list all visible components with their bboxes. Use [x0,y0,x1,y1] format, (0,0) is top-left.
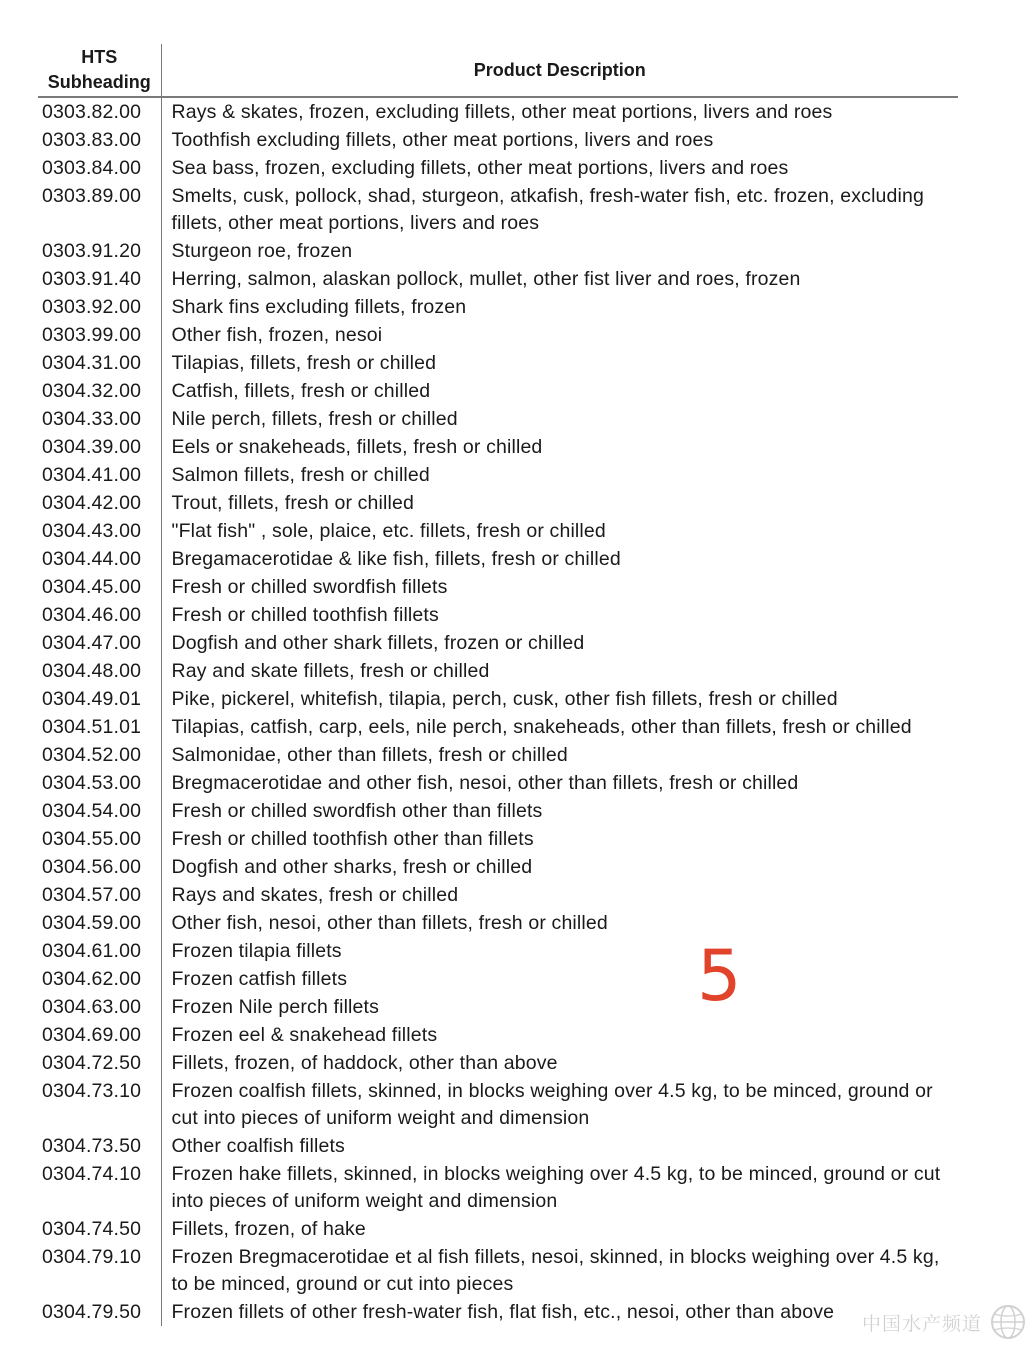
table-row [38,1021,958,1049]
hts-code-cell: 0304.41.00 [38,461,161,489]
hts-code-cell: 0303.89.00 [38,182,161,237]
hts-code-cell: 0304.48.00 [38,657,161,685]
table-row [38,573,958,601]
table-row [38,461,958,489]
globe-icon [988,1302,1028,1342]
table-row [38,1160,958,1215]
product-description-cell: Sturgeon roe, frozen [171,240,353,262]
table-row [38,881,958,909]
hts-code-cell: 0304.49.01 [38,685,161,713]
product-description-cell: Herring, salmon, alaskan pollock, mullet, other fist liver and roes, frozen [171,268,801,290]
hts-code-cell: 0304.59.00 [38,909,161,937]
product-description-cell: Other fish, nesoi, other than fillets, fresh or chilled [171,912,608,934]
hts-code-cell: 0304.52.00 [38,741,161,769]
product-description-cell: Frozen Bregmacerotidae et al fish fillets, nesoi, skinned, in blocks weighing over 4.5 kg, to be minced, ground or cut into pieces [171,1246,940,1295]
table-row [38,629,958,657]
hts-code-cell: 0303.91.40 [38,265,161,293]
table-row [38,993,958,1021]
product-description-cell: Bregmacerotidae and other fish, nesoi, other than fillets, fresh or chilled [171,772,799,794]
hts-code-cell: 0304.31.00 [38,349,161,377]
table-row [38,97,958,126]
table-row [38,293,958,321]
hts-code-cell: 0304.79.50 [38,1298,161,1326]
hts-subheading-header [38,44,161,97]
table-row [38,769,958,797]
product-description-header: Product Description [161,44,958,97]
product-description-cell: Catfish, fillets, fresh or chilled [171,380,431,402]
table-body [38,97,958,1326]
table-row [38,237,958,265]
product-description-cell: Fillets, frozen, of haddock, other than above [171,1052,558,1074]
hts-code-cell: 0304.74.10 [38,1160,161,1215]
hts-code-cell: 0304.45.00 [38,573,161,601]
hts-code-cell: 0304.79.10 [38,1243,161,1298]
table-row [38,1298,958,1326]
hts-code-cell: 0304.39.00 [38,433,161,461]
product-description-cell: Other fish, frozen, nesoi [171,324,383,346]
product-description-cell: Pike, pickerel, whitefish, tilapia, perch, cusk, other fish fillets, fresh or chilled [171,688,838,710]
table-row [38,1215,958,1243]
watermark [862,1302,1028,1342]
product-description-cell: Fillets, frozen, of hake [171,1218,366,1240]
hts-code-cell: 0304.42.00 [38,489,161,517]
table-row [38,349,958,377]
product-description-cell: Frozen Nile perch fillets [171,996,379,1018]
product-description-cell: "Flat fish" , sole, plaice, etc. fillets, fresh or chilled [171,520,606,542]
hts-code-cell: 0304.72.50 [38,1049,161,1077]
table-row [38,545,958,573]
table-row [38,601,958,629]
table-row [38,321,958,349]
table-row [38,1077,958,1132]
table-row [38,182,958,237]
hts-code-cell: 0304.55.00 [38,825,161,853]
table-row [38,154,958,182]
table-row [38,825,958,853]
hts-code-cell: 0304.73.10 [38,1077,161,1132]
table-header-row [38,44,958,97]
product-description-cell: Salmon fillets, fresh or chilled [171,464,430,486]
hts-code-cell: 0304.44.00 [38,545,161,573]
product-description-cell: Bregamacerotidae & like fish, fillets, fresh or chilled [171,548,621,570]
product-description-cell: Frozen tilapia fillets [171,940,342,962]
product-description-cell: Smelts, cusk, pollock, shad, sturgeon, atkafish, fresh-water fish, etc. frozen, excluding fillets, other meat portions, livers and roes [171,185,925,234]
product-description-cell: Fresh or chilled swordfish fillets [171,576,448,598]
hts-code-cell: 0304.73.50 [38,1132,161,1160]
table-row [38,126,958,154]
hts-code-cell: 0304.57.00 [38,881,161,909]
product-description-cell: Salmonidae, other than fillets, fresh or chilled [171,744,568,766]
hts-code-cell: 0304.32.00 [38,377,161,405]
hts-code-cell: 0304.74.50 [38,1215,161,1243]
hts-code-cell: 0304.43.00 [38,517,161,545]
page-number: 5 [697,935,742,1017]
product-description-cell: Other coalfish fillets [171,1135,345,1157]
product-description-cell: Dogfish and other sharks, fresh or chilled [171,856,533,878]
table-row [38,265,958,293]
hts-code-cell: 0304.54.00 [38,797,161,825]
hts-code-cell: 0303.91.20 [38,237,161,265]
table-row [38,433,958,461]
hts-code-cell: 0303.84.00 [38,154,161,182]
hts-header-line2: Subheading [47,72,151,92]
hts-code-cell: 0303.92.00 [38,293,161,321]
table-row [38,965,958,993]
product-description-cell: Frozen hake fillets, skinned, in blocks weighing over 4.5 kg, to be minced, ground or cut into pieces of uniform weight and dimension [171,1163,941,1212]
product-description-cell: Fresh or chilled toothfish other than fillets [171,828,534,850]
hts-code-cell: 0304.62.00 [38,965,161,993]
table-row [38,657,958,685]
product-description-cell: Toothfish excluding fillets, other meat portions, livers and roes [171,129,714,151]
hts-code-cell: 0304.33.00 [38,405,161,433]
product-description-cell: Trout, fillets, fresh or chilled [171,492,414,514]
table-row [38,489,958,517]
hts-code-cell: 0304.53.00 [38,769,161,797]
table-row [38,405,958,433]
product-description-cell: Fresh or chilled swordfish other than fillets [171,800,543,822]
product-description-cell: Rays & skates, frozen, excluding fillets, other meat portions, livers and roes [171,101,833,123]
table-row [38,517,958,545]
table-row [38,741,958,769]
table-row [38,853,958,881]
table-row [38,797,958,825]
hts-table-container [38,44,958,1326]
table-row [38,377,958,405]
hts-code-cell: 0304.51.01 [38,713,161,741]
hts-code-cell: 0303.83.00 [38,126,161,154]
hts-table [38,44,958,1326]
product-description-cell: Ray and skate fillets, fresh or chilled [171,660,490,682]
product-description-cell: Frozen catfish fillets [171,968,348,990]
table-row [38,1049,958,1077]
watermark-text: 中国水产频道 [861,1312,982,1335]
product-description-cell: Fresh or chilled toothfish fillets [171,604,439,626]
table-row [38,1243,958,1298]
product-description-cell: Rays and skates, fresh or chilled [171,884,459,906]
table-row [38,937,958,965]
table-row [38,1132,958,1160]
product-description-cell: Frozen coalfish fillets, skinned, in blocks weighing over 4.5 kg, to be minced, ground or cut into pieces of uniform weight and dimension [171,1080,933,1129]
hts-code-cell: 0304.46.00 [38,601,161,629]
product-description-cell: Tilapias, catfish, carp, eels, nile perch, snakeheads, other than fillets, fresh or chilled [171,716,912,738]
table-row [38,685,958,713]
product-description-cell: Dogfish and other shark fillets, frozen or chilled [171,632,585,654]
hts-code-cell: 0304.69.00 [38,1021,161,1049]
hts-code-cell: 0304.61.00 [38,937,161,965]
product-description-cell: Shark fins excluding fillets, frozen [171,296,467,318]
hts-code-cell: 0304.56.00 [38,853,161,881]
hts-code-cell: 0303.82.00 [38,97,161,126]
table-row [38,909,958,937]
product-description-cell: Tilapias, fillets, fresh or chilled [171,352,437,374]
hts-code-cell: 0303.99.00 [38,321,161,349]
product-description-cell: Nile perch, fillets, fresh or chilled [171,408,458,430]
product-description-cell: Frozen eel & snakehead fillets [171,1024,438,1046]
product-description-cell: Eels or snakeheads, fillets, fresh or chilled [171,436,543,458]
hts-code-cell: 0304.47.00 [38,629,161,657]
hts-header-line1: HTS [81,47,118,67]
product-description-cell: Sea bass, frozen, excluding fillets, other meat portions, livers and roes [171,157,789,179]
product-description-cell: Frozen fillets of other fresh-water fish, flat fish, etc., nesoi, other than above [171,1301,835,1323]
table-row [38,713,958,741]
hts-code-cell: 0304.63.00 [38,993,161,1021]
